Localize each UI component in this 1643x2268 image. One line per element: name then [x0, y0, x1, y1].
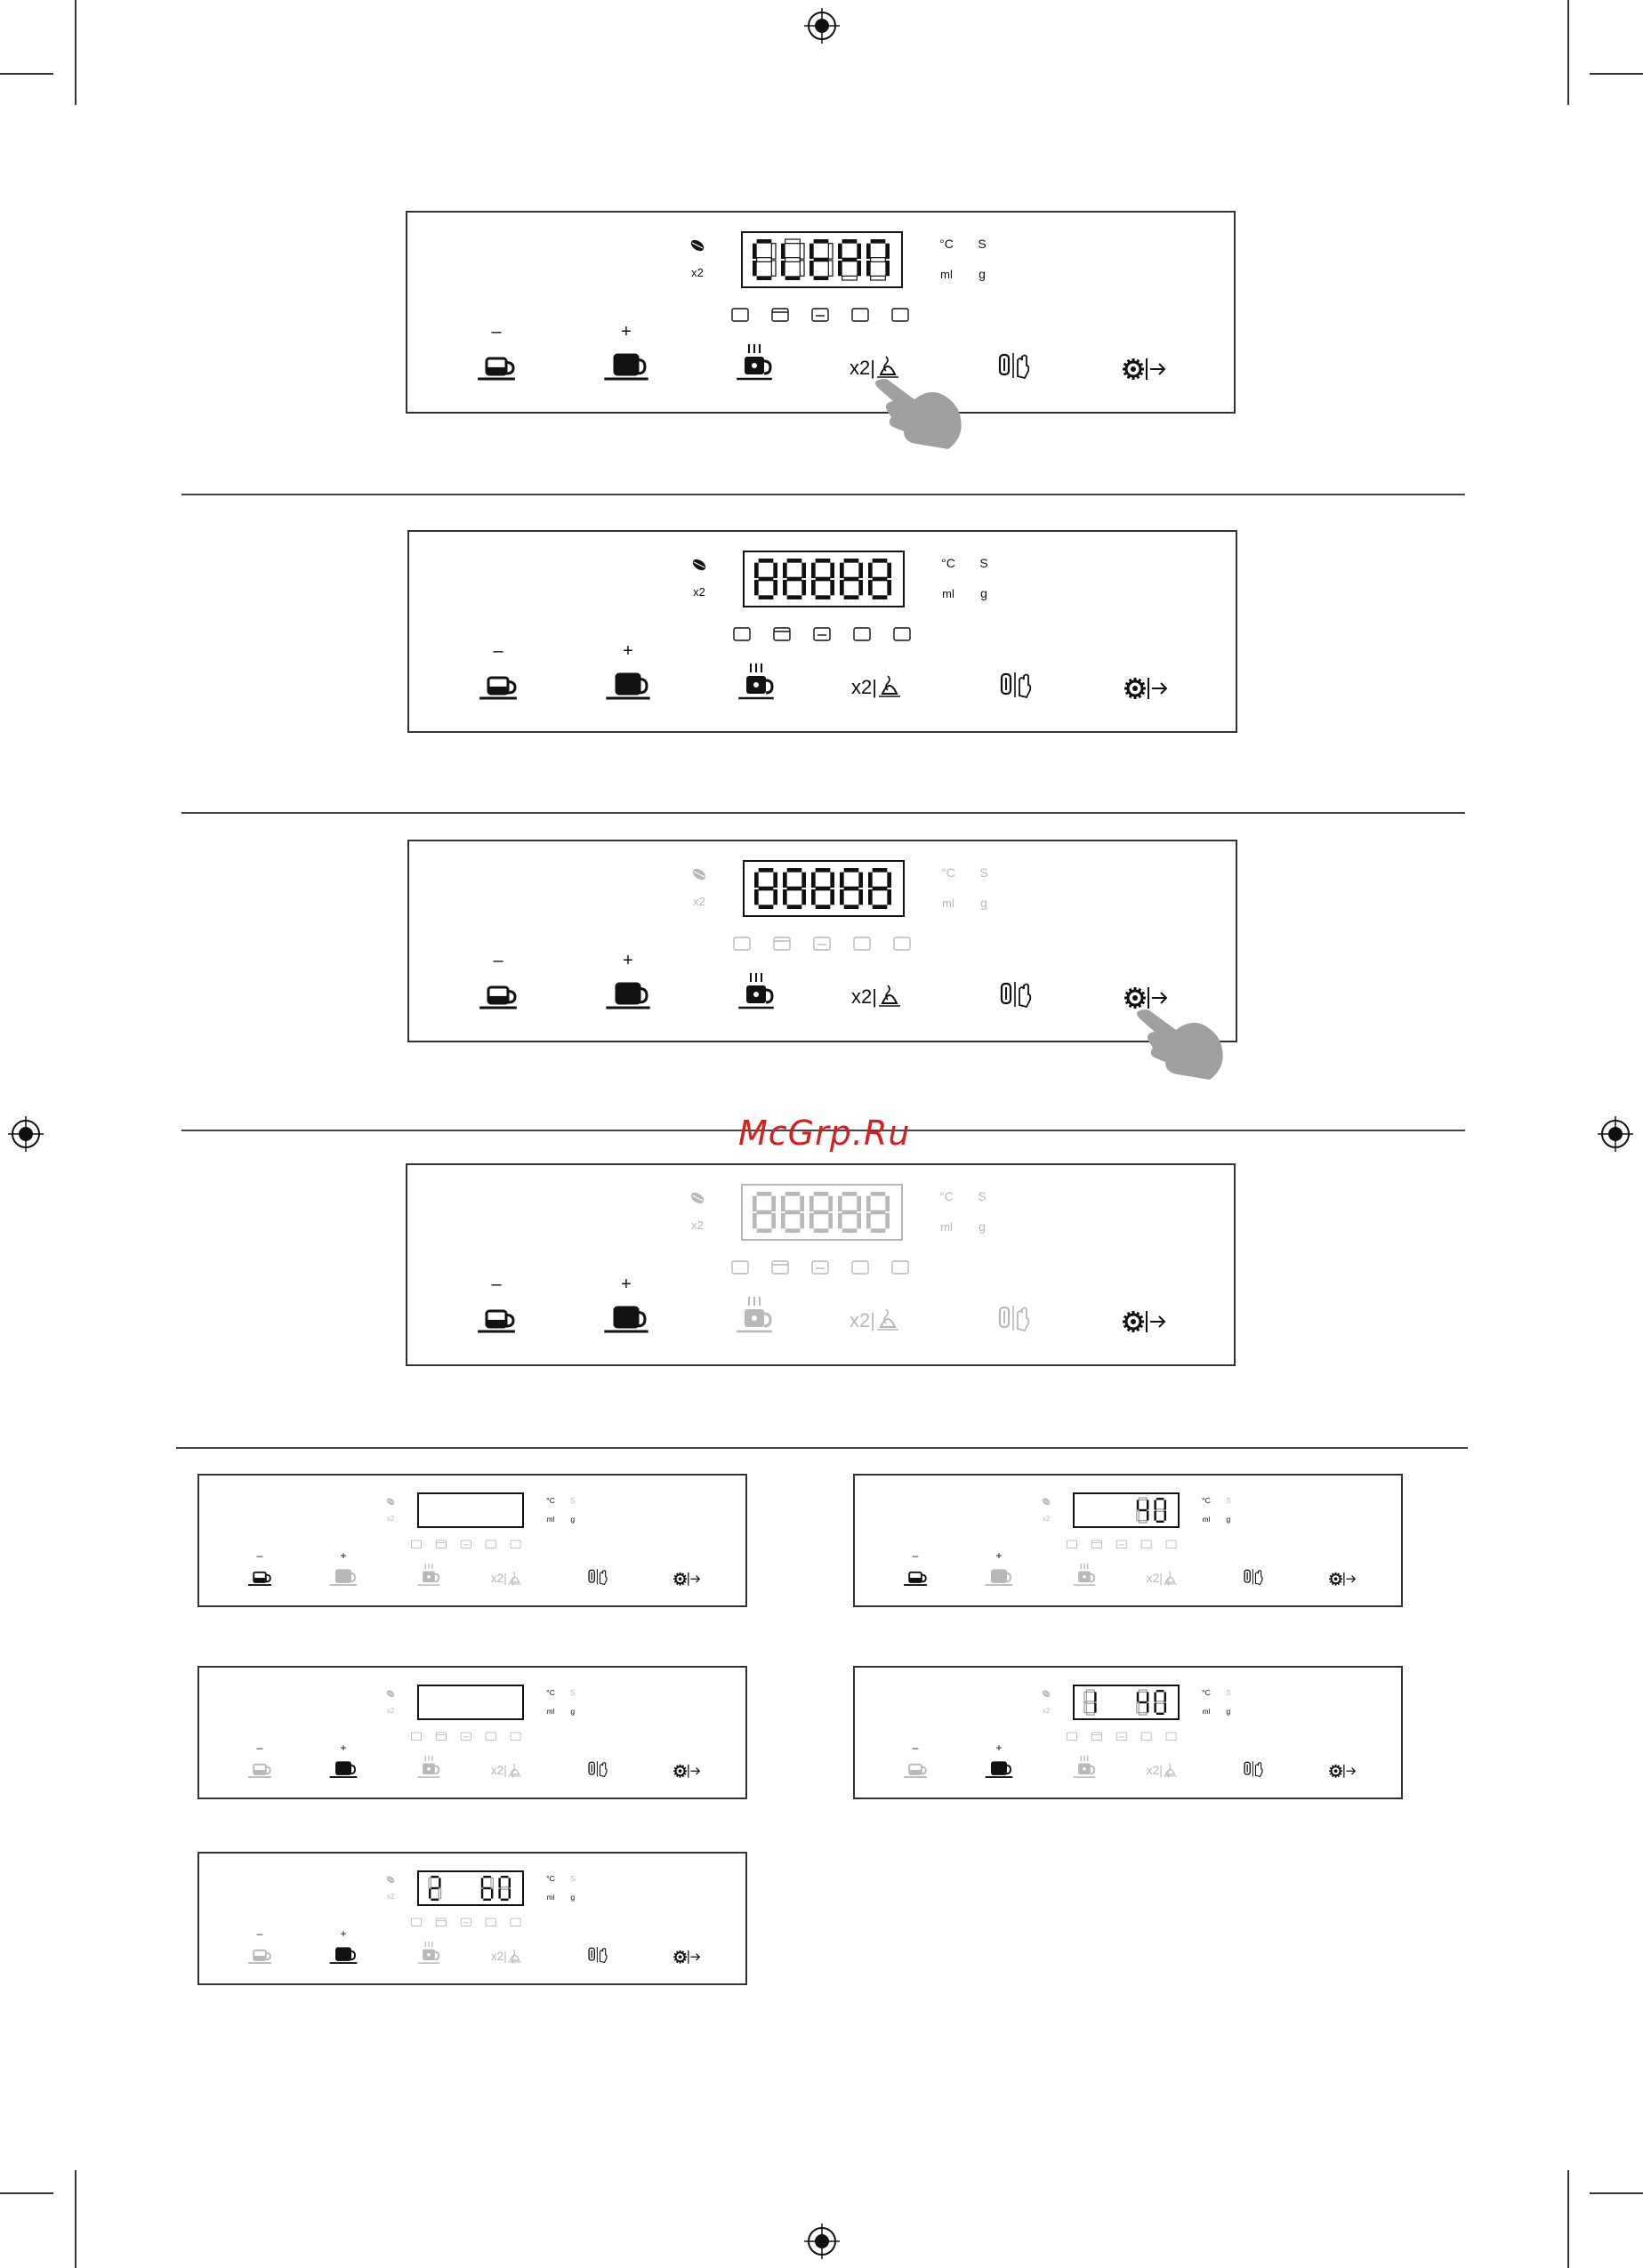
settings-exit-button[interactable]	[673, 1572, 699, 1586]
milk-icon	[892, 1261, 908, 1274]
x2-hot-water-button[interactable]	[1147, 1764, 1177, 1778]
descaling-icon	[854, 628, 870, 640]
x2-label: x2|	[1146, 1572, 1163, 1585]
grounds-container-icon	[814, 628, 830, 640]
control-panel-small-cup-40	[853, 1474, 1403, 1607]
seconds-indicator: S	[569, 1496, 576, 1506]
crop-mark	[0, 2192, 53, 2194]
milk-icon	[511, 1540, 520, 1548]
grams-indicator: g	[570, 1515, 576, 1524]
hand-cleaning-button[interactable]	[1244, 1569, 1262, 1584]
ml-indicator: ml	[942, 587, 954, 600]
hand-cleaning-button[interactable]	[1000, 1306, 1028, 1331]
milk-icon	[1166, 1733, 1176, 1741]
drip-tray-icon	[436, 1918, 446, 1926]
milk-icon	[894, 628, 910, 640]
grams-indicator: g	[1226, 1707, 1231, 1717]
hot-drink-button[interactable]	[1074, 1756, 1096, 1777]
grams-indicator: g	[570, 1707, 576, 1717]
small-cup-button[interactable]	[478, 1311, 515, 1331]
celsius-indicator: °C	[941, 556, 955, 570]
plus-label: +	[621, 1275, 632, 1294]
hot-drink-button[interactable]	[418, 1942, 440, 1963]
descaling-icon	[1141, 1540, 1151, 1548]
descaling-icon	[486, 1733, 495, 1741]
x2-indicator: x2	[386, 1515, 395, 1523]
seconds-indicator: S	[978, 237, 987, 251]
water-tank-icon	[1067, 1733, 1076, 1741]
water-tank-icon	[732, 1261, 748, 1274]
drip-tray-icon	[436, 1733, 446, 1741]
x2-hot-water-button[interactable]	[1147, 1572, 1177, 1586]
minus-label: –	[493, 641, 503, 661]
x2-label: x2|	[850, 357, 875, 379]
coffee-bean-icon	[691, 557, 708, 572]
coffee-bean-icon	[691, 866, 708, 881]
descaling-icon	[854, 937, 870, 950]
grams-indicator: g	[570, 1893, 576, 1902]
celsius-indicator: °C	[939, 237, 954, 251]
minus-label: –	[493, 951, 503, 970]
coffee-bean-icon	[385, 1875, 396, 1885]
ml-indicator: ml	[942, 897, 954, 910]
grams-indicator: g	[979, 1219, 986, 1234]
seconds-indicator: S	[979, 865, 988, 880]
small-cup-button[interactable]	[248, 1950, 271, 1963]
descaling-icon	[852, 1261, 868, 1274]
lcd-digits	[429, 1498, 511, 1523]
milk-icon	[894, 937, 910, 950]
milk-icon	[511, 1918, 520, 1926]
lcd-display	[418, 1493, 523, 1527]
crop-mark	[1567, 2170, 1569, 2268]
ml-indicator: ml	[1202, 1516, 1211, 1524]
settings-exit-button[interactable]	[673, 1765, 699, 1778]
minus-label: –	[256, 1741, 263, 1754]
registration-mark	[1598, 1116, 1633, 1152]
grams-indicator: g	[1226, 1515, 1231, 1524]
x2-indicator: x2	[691, 1218, 704, 1232]
section-divider	[181, 812, 1465, 814]
grounds-container-icon	[461, 1540, 471, 1548]
control-panel-small-cup-blank	[197, 1474, 747, 1607]
minus-label: –	[491, 322, 502, 342]
hot-drink-button[interactable]	[737, 1297, 772, 1331]
drip-tray-icon	[774, 628, 790, 640]
control-panel-clean	[406, 211, 1236, 414]
ml-indicator: ml	[546, 1516, 555, 1524]
crop-mark	[1590, 2192, 1643, 2194]
x2-label: x2|	[490, 1950, 507, 1963]
section-divider	[181, 494, 1465, 495]
hand-cleaning-button[interactable]	[589, 1947, 607, 1962]
x2-hot-water-button[interactable]	[850, 1309, 898, 1331]
crop-mark	[75, 2170, 77, 2268]
water-tank-icon	[411, 1733, 421, 1741]
celsius-indicator: °C	[939, 1189, 954, 1203]
grounds-container-icon	[812, 1261, 828, 1274]
celsius-indicator: °C	[941, 865, 955, 880]
large-cup-button[interactable]	[604, 355, 648, 379]
water-tank-icon	[734, 937, 750, 950]
minus-label: –	[256, 1549, 263, 1562]
control-panel-large-cup-2-60	[197, 1852, 747, 1985]
x2-hot-water-button[interactable]	[851, 676, 900, 698]
control-panel-settings	[407, 840, 1237, 1042]
settings-exit-button[interactable]	[1329, 1572, 1355, 1586]
x2-indicator: x2	[1042, 1707, 1051, 1715]
lcd-digits	[1084, 1690, 1166, 1715]
water-tank-icon	[411, 1918, 421, 1926]
seconds-indicator: S	[978, 1189, 987, 1203]
registration-mark	[804, 8, 840, 44]
plus-label: +	[623, 641, 633, 661]
hot-drink-button[interactable]	[418, 1756, 440, 1777]
settings-exit-button[interactable]	[1124, 987, 1166, 1009]
coffee-bean-icon	[689, 237, 706, 253]
water-tank-icon	[411, 1540, 421, 1548]
celsius-indicator: °C	[1202, 1496, 1211, 1506]
milk-icon	[1166, 1540, 1176, 1548]
control-panel-large-cup-blank	[197, 1666, 747, 1799]
x2-hot-water-button[interactable]	[491, 1764, 521, 1778]
plus-label: +	[995, 1549, 1003, 1562]
celsius-indicator: °C	[546, 1688, 555, 1698]
lcd-digits	[754, 559, 891, 599]
x2-label: x2|	[490, 1572, 507, 1585]
milk-icon	[892, 309, 908, 321]
hand-cleaning-button[interactable]	[1244, 1761, 1262, 1776]
hot-drink-button[interactable]	[1074, 1564, 1096, 1585]
crop-mark	[1590, 73, 1643, 75]
small-cup-button[interactable]	[248, 1765, 271, 1777]
grounds-container-icon	[461, 1733, 471, 1741]
crop-mark	[0, 73, 53, 75]
coffee-bean-icon	[689, 1190, 706, 1205]
x2-hot-water-button[interactable]	[491, 1572, 521, 1586]
x2-indicator: x2	[1042, 1515, 1051, 1523]
settings-exit-button[interactable]	[673, 1950, 699, 1964]
hand-cleaning-button[interactable]	[1002, 982, 1030, 1007]
coffee-bean-icon	[385, 1497, 396, 1507]
lcd-digits	[754, 868, 891, 909]
settings-exit-button[interactable]	[1124, 678, 1166, 699]
large-cup-button[interactable]	[330, 1948, 358, 1963]
lcd-digits	[753, 1192, 890, 1233]
grams-indicator: g	[980, 586, 987, 600]
hand-cleaning-button[interactable]	[589, 1569, 607, 1584]
descaling-icon	[486, 1540, 495, 1548]
water-tank-icon	[734, 628, 750, 640]
large-cup-button[interactable]	[330, 1570, 358, 1585]
large-cup-button[interactable]	[330, 1762, 358, 1777]
seconds-indicator: S	[569, 1874, 576, 1884]
ml-indicator: ml	[940, 1220, 953, 1234]
control-panel-settings-mode	[406, 1163, 1236, 1366]
small-cup-button[interactable]	[479, 987, 517, 1008]
milk-icon	[511, 1733, 520, 1741]
coffee-bean-icon	[1041, 1497, 1051, 1507]
plus-label: +	[340, 1927, 347, 1940]
celsius-indicator: °C	[546, 1874, 555, 1884]
drip-tray-icon	[772, 309, 788, 321]
seconds-indicator: S	[979, 556, 988, 570]
lcd-digits	[753, 239, 890, 280]
x2-indicator: x2	[693, 585, 705, 599]
x2-label: x2|	[851, 985, 877, 1008]
lcd-digits	[1084, 1498, 1166, 1523]
crop-mark	[75, 0, 77, 105]
seconds-indicator: S	[569, 1688, 576, 1698]
x2-label: x2|	[851, 676, 877, 698]
small-cup-button[interactable]	[904, 1765, 927, 1777]
hot-drink-button[interactable]	[738, 973, 774, 1008]
large-cup-button[interactable]	[606, 984, 649, 1008]
hand-cleaning-button[interactable]	[1000, 353, 1028, 378]
seconds-indicator: S	[1225, 1496, 1231, 1506]
large-cup-button[interactable]	[986, 1570, 1013, 1585]
grounds-container-icon	[812, 309, 828, 321]
drip-tray-icon	[1091, 1733, 1101, 1741]
seconds-indicator: S	[1225, 1688, 1231, 1698]
x2-hot-water-button[interactable]	[850, 357, 898, 379]
minus-label: –	[491, 1275, 502, 1294]
hot-drink-button[interactable]	[738, 664, 774, 698]
large-cup-button[interactable]	[986, 1762, 1013, 1777]
crop-mark	[1567, 0, 1569, 105]
plus-label: +	[995, 1741, 1003, 1754]
small-cup-button[interactable]	[478, 358, 515, 379]
small-cup-button[interactable]	[479, 678, 517, 698]
x2-indicator: x2	[386, 1707, 395, 1715]
hand-cleaning-button[interactable]	[589, 1761, 607, 1776]
x2-label: x2|	[1146, 1764, 1163, 1777]
descaling-icon	[486, 1918, 495, 1926]
drip-tray-icon	[774, 937, 790, 950]
lcd-digits	[429, 1690, 511, 1715]
grounds-container-icon	[461, 1918, 471, 1926]
small-cup-button[interactable]	[904, 1572, 927, 1585]
minus-label: –	[912, 1741, 919, 1754]
drip-tray-icon	[1091, 1540, 1101, 1548]
plus-label: +	[623, 951, 633, 970]
water-tank-icon	[1067, 1540, 1076, 1548]
celsius-indicator: °C	[1202, 1688, 1211, 1698]
settings-exit-button[interactable]	[1329, 1765, 1355, 1778]
pointing-hand-icon	[1137, 1009, 1223, 1080]
x2-label: x2|	[850, 1309, 875, 1331]
coffee-bean-icon	[1041, 1689, 1051, 1699]
hot-drink-button[interactable]	[737, 344, 772, 379]
x2-indicator: x2	[691, 266, 704, 279]
x2-label: x2|	[490, 1764, 507, 1777]
pointing-hand-icon	[875, 379, 962, 449]
ml-indicator: ml	[1202, 1708, 1211, 1717]
x2-hot-water-button[interactable]	[851, 985, 900, 1008]
drip-tray-icon	[436, 1540, 446, 1548]
ml-indicator: ml	[940, 268, 953, 281]
minus-label: –	[256, 1927, 263, 1940]
x2-indicator: x2	[386, 1893, 395, 1901]
coffee-bean-icon	[385, 1689, 396, 1699]
descaling-icon	[1141, 1733, 1151, 1741]
registration-mark	[8, 1116, 44, 1152]
watermark: McGrp.Ru	[738, 1114, 911, 1153]
section-divider	[176, 1447, 1468, 1449]
plus-label: +	[621, 322, 632, 342]
celsius-indicator: °C	[546, 1496, 555, 1506]
hot-drink-button[interactable]	[418, 1564, 440, 1585]
x2-hot-water-button[interactable]	[491, 1950, 521, 1964]
lcd-digits	[429, 1876, 511, 1901]
grounds-container-icon	[1116, 1540, 1126, 1548]
water-tank-icon	[732, 309, 748, 321]
registration-mark	[804, 2224, 840, 2259]
hand-cleaning-button[interactable]	[1002, 672, 1030, 697]
large-cup-button[interactable]	[604, 1307, 648, 1331]
drip-tray-icon	[772, 1261, 788, 1274]
grounds-container-icon	[1116, 1733, 1126, 1741]
settings-exit-button[interactable]	[1123, 1311, 1164, 1332]
x2-indicator: x2	[693, 895, 705, 908]
grams-indicator: g	[979, 267, 986, 281]
grounds-container-icon	[814, 937, 830, 950]
lcd-display	[418, 1685, 523, 1719]
descaling-icon	[852, 309, 868, 321]
small-cup-button[interactable]	[248, 1572, 271, 1585]
ml-indicator: ml	[546, 1708, 555, 1717]
plus-label: +	[340, 1741, 347, 1754]
control-panel-all-segments	[407, 530, 1237, 733]
minus-label: –	[912, 1549, 919, 1562]
control-panel-large-cup-1-40	[853, 1666, 1403, 1799]
settings-exit-button[interactable]	[1123, 358, 1164, 380]
ml-indicator: ml	[546, 1894, 555, 1902]
plus-label: +	[340, 1549, 347, 1562]
large-cup-button[interactable]	[606, 674, 649, 698]
grams-indicator: g	[980, 896, 987, 910]
